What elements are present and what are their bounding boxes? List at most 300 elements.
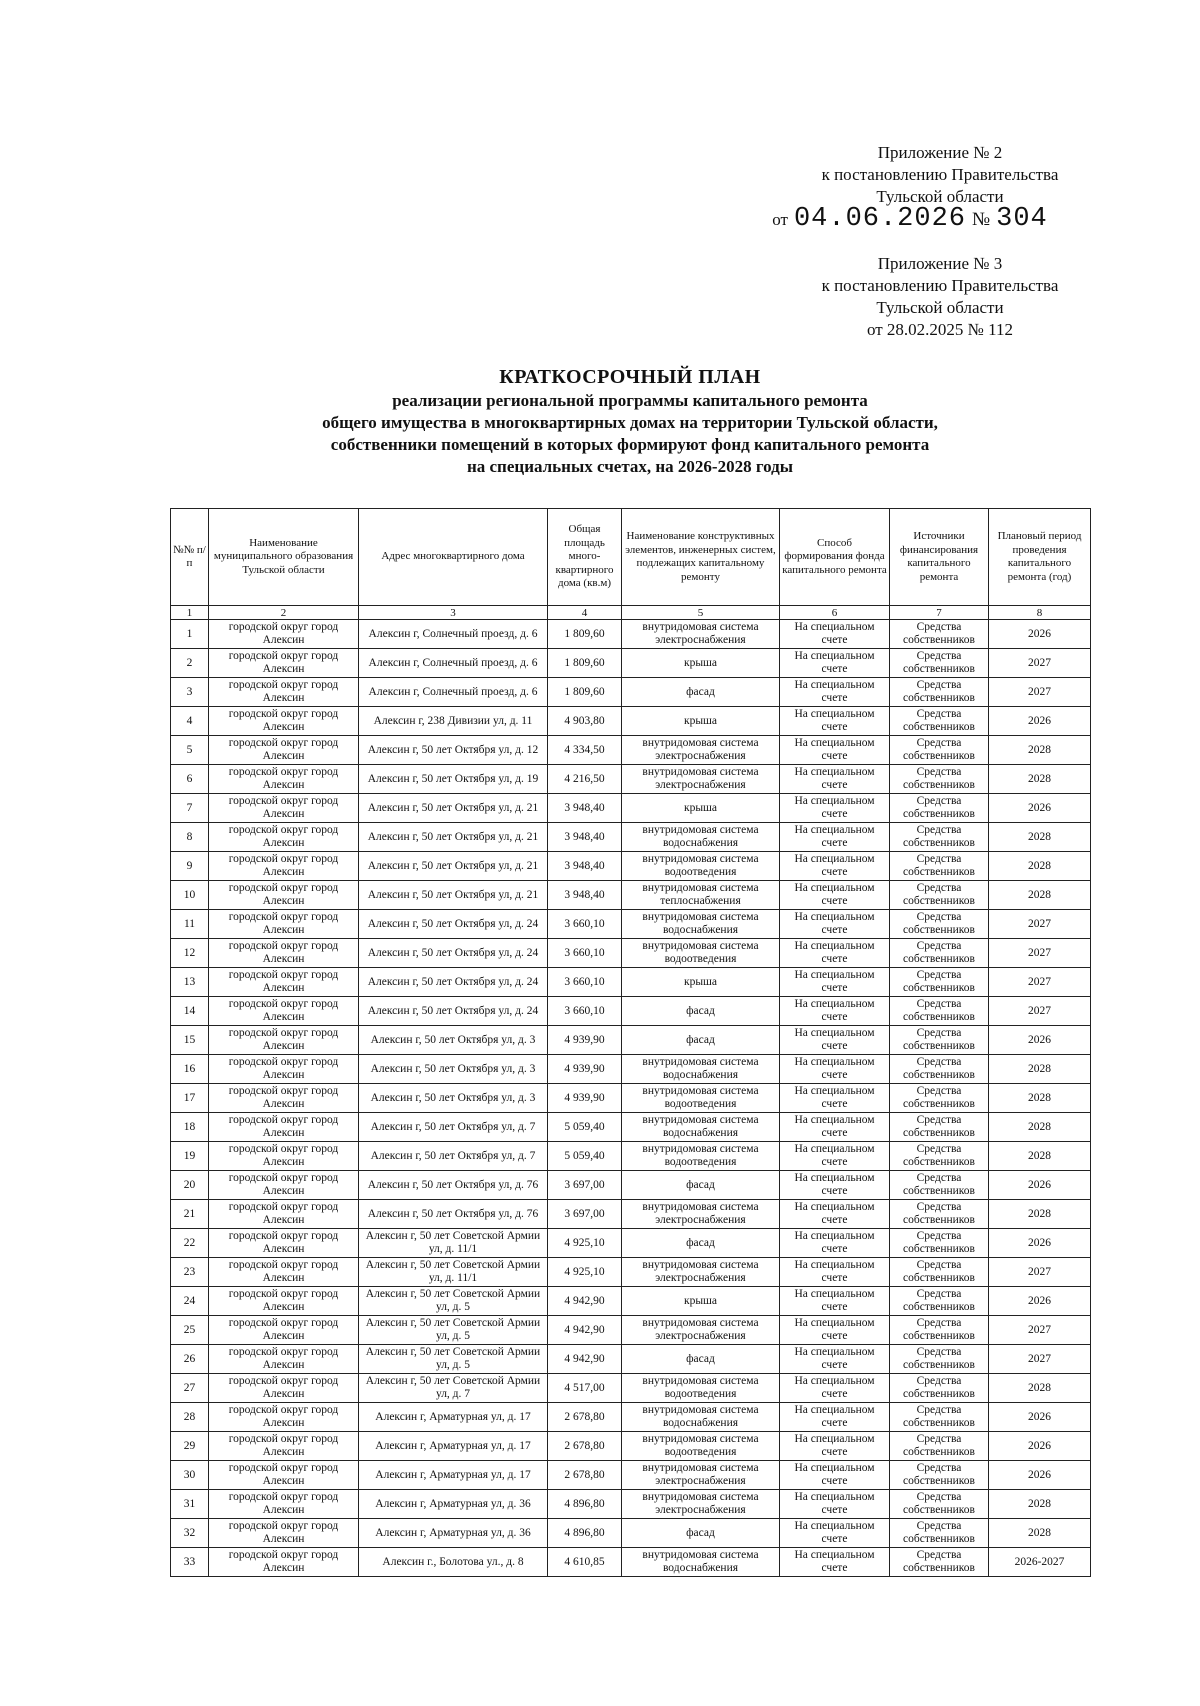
planned-year-cell: 2026 [989,620,1091,649]
element-cell: внутридомовая система водоснабжения [622,910,780,939]
funding-source-cell: Средства собственников [890,968,989,997]
document-subtitle-line-2: общего имущества в многоквартирных домах на территории Тульской области, [322,413,938,432]
municipality-cell: городской округ город Алексин [209,910,359,939]
area-cell: 5 059,40 [548,1113,622,1142]
funding-source-cell: Средства собственников [890,1345,989,1374]
funding-source-cell: Средства собственников [890,794,989,823]
document-subtitle-line-4: на специальных счетах, на 2026-2028 годы [466,457,794,476]
row-number-cell: 8 [171,823,209,852]
area-cell: 3 948,40 [548,852,622,881]
planned-year-cell: 2026 [989,1461,1091,1490]
municipality-cell: городской округ город Алексин [209,1461,359,1490]
row-number-cell: 2 [171,649,209,678]
fund-method-cell: На специальном счете [780,997,890,1026]
address-cell: Алексин г, 50 лет Октября ул, д. 3 [359,1026,548,1055]
element-cell: внутридомовая система электроснабжения [622,1490,780,1519]
municipality-cell: городской округ город Алексин [209,1519,359,1548]
municipality-cell: городской округ город Алексин [209,678,359,707]
header-row-number: №№ п/п [171,509,209,606]
municipality-cell: городской округ город Алексин [209,881,359,910]
row-number-cell: 27 [171,1374,209,1403]
municipality-cell: городской округ город Алексин [209,1403,359,1432]
address-cell: Алексин г, Солнечный проезд, д. 6 [359,649,548,678]
fund-method-cell: На специальном счете [780,968,890,997]
planned-year-cell: 2027 [989,997,1091,1026]
table-row [171,736,1091,765]
header-area: Общая площадь много-квартирного дома (кв.м) [548,509,622,606]
element-cell: крыша [622,1287,780,1316]
address-cell: Алексин г, Солнечный проезд, д. 6 [359,620,548,649]
address-cell: Алексин г, Арматурная ул, д. 17 [359,1432,548,1461]
table-row [171,1258,1091,1287]
municipality-cell: городской округ город Алексин [209,852,359,881]
municipality-cell: городской округ город Алексин [209,823,359,852]
element-cell: фасад [622,1026,780,1055]
table-row [171,997,1091,1026]
municipality-cell: городской округ город Алексин [209,1490,359,1519]
fund-method-cell: На специальном счете [780,1490,890,1519]
area-cell: 2 678,80 [548,1461,622,1490]
element-cell: внутридомовая система электроснабжения [622,620,780,649]
address-cell: Алексин г, 50 лет Октября ул, д. 24 [359,910,548,939]
header-address: Адрес многоквартирного дома [359,509,548,606]
municipality-cell: городской округ город Алексин [209,1026,359,1055]
row-number-cell: 4 [171,707,209,736]
municipality-cell: городской округ город Алексин [209,1345,359,1374]
element-cell: крыша [622,707,780,736]
fund-method-cell: На специальном счете [780,823,890,852]
funding-source-cell: Средства собственников [890,1519,989,1548]
municipality-cell: городской округ город Алексин [209,1548,359,1577]
municipality-cell: городской округ город Алексин [209,1171,359,1200]
element-cell: фасад [622,1519,780,1548]
appendix-3-resolution: к постановлению Правительства [821,276,1059,295]
appendix-2-number: 304 [996,204,1048,234]
fund-method-cell: На специальном счете [780,1113,890,1142]
address-cell: Алексин г, Арматурная ул, д. 17 [359,1461,548,1490]
funding-source-cell: Средства собственников [890,910,989,939]
row-number-cell: 18 [171,1113,209,1142]
area-cell: 3 660,10 [548,997,622,1026]
table-row [171,1490,1091,1519]
area-cell: 2 678,80 [548,1403,622,1432]
fund-method-cell: На специальном счете [780,1055,890,1084]
column-number: 4 [548,606,622,620]
address-cell: Алексин г, 50 лет Октября ул, д. 7 [359,1113,548,1142]
area-cell: 5 059,40 [548,1142,622,1171]
municipality-cell: городской округ город Алексин [209,1316,359,1345]
address-cell: Алексин г, 50 лет Октября ул, д. 24 [359,968,548,997]
fund-method-cell: На специальном счете [780,1084,890,1113]
planned-year-cell: 2027 [989,678,1091,707]
element-cell: внутридомовая система водоснабжения [622,1055,780,1084]
planned-year-cell: 2028 [989,823,1091,852]
element-cell: крыша [622,968,780,997]
row-number-cell: 30 [171,1461,209,1490]
area-cell: 1 809,60 [548,649,622,678]
planned-year-cell: 2026 [989,1229,1091,1258]
address-cell: Алексин г, 50 лет Советской Армии ул, д. 11/1 [359,1258,548,1287]
row-number-cell: 21 [171,1200,209,1229]
element-cell: внутридомовая система водоотведения [622,852,780,881]
row-number-cell: 12 [171,939,209,968]
planned-year-cell: 2028 [989,852,1091,881]
address-cell: Алексин г, 50 лет Советской Армии ул, д. 5 [359,1316,548,1345]
table-row [171,1200,1091,1229]
funding-source-cell: Средства собственников [890,1490,989,1519]
planned-year-cell: 2028 [989,736,1091,765]
area-cell: 4 942,90 [548,1345,622,1374]
address-cell: Алексин г, 50 лет Октября ул, д. 24 [359,939,548,968]
row-number-cell: 14 [171,997,209,1026]
appendix-3-date-number: от 28.02.2025 № 112 [866,320,1014,339]
table-row [171,881,1091,910]
table-row [171,620,1091,649]
fund-method-cell: На специальном счете [780,852,890,881]
address-cell: Алексин г, 50 лет Советской Армии ул, д. 7 [359,1374,548,1403]
appendix-2-date: 04.06.2026 [793,204,966,234]
planned-year-cell: 2028 [989,1200,1091,1229]
planned-year-cell: 2026 [989,1432,1091,1461]
appendix-3-region: Тульской области [876,298,1004,317]
planned-year-cell: 2028 [989,1142,1091,1171]
funding-source-cell: Средства собственников [890,881,989,910]
row-number-cell: 24 [171,1287,209,1316]
fund-method-cell: На специальном счете [780,1345,890,1374]
planned-year-cell: 2027 [989,1258,1091,1287]
planned-year-cell: 2026 [989,1026,1091,1055]
area-cell: 4 216,50 [548,765,622,794]
row-number-cell: 13 [171,968,209,997]
funding-source-cell: Средства собственников [890,852,989,881]
funding-source-cell: Средства собственников [890,765,989,794]
fund-method-cell: На специальном счете [780,1171,890,1200]
element-cell: внутридомовая система водоснабжения [622,1403,780,1432]
appendix-3-block [790,253,1090,341]
header-planned-period: Плановый период проведения капитального ремонта (год) [989,509,1091,606]
planned-year-cell: 2028 [989,765,1091,794]
address-cell: Алексин г, 50 лет Советской Армии ул, д. 5 [359,1345,548,1374]
element-cell: внутридомовая система электроснабжения [622,765,780,794]
planned-year-cell: 2028 [989,1490,1091,1519]
funding-source-cell: Средства собственников [890,939,989,968]
funding-source-cell: Средства собственников [890,1142,989,1171]
table-row [171,1113,1091,1142]
area-cell: 4 896,80 [548,1490,622,1519]
element-cell: внутридомовая система водоотведения [622,1142,780,1171]
address-cell: Алексин г, 50 лет Октября ул, д. 21 [359,823,548,852]
table-row [171,707,1091,736]
row-number-cell: 33 [171,1548,209,1577]
element-cell: фасад [622,678,780,707]
appendix-2-date-line [760,204,1060,234]
planned-year-cell: 2027 [989,910,1091,939]
municipality-cell: городской округ город Алексин [209,736,359,765]
municipality-cell: городской округ город Алексин [209,1258,359,1287]
table-row [171,1548,1091,1577]
fund-method-cell: На специальном счете [780,620,890,649]
element-cell: внутридомовая система водоснабжения [622,1548,780,1577]
element-cell: крыша [622,794,780,823]
column-number: 1 [171,606,209,620]
planned-year-cell: 2026 [989,707,1091,736]
funding-source-cell: Средства собственников [890,1403,989,1432]
funding-source-cell: Средства собственников [890,1287,989,1316]
element-cell: внутридомовая система теплоснабжения [622,881,780,910]
table-row [171,1084,1091,1113]
address-cell: Алексин г, 50 лет Советской Армии ул, д. 11/1 [359,1229,548,1258]
municipality-cell: городской округ город Алексин [209,1374,359,1403]
element-cell: внутридомовая система электроснабжения [622,1200,780,1229]
area-cell: 4 896,80 [548,1519,622,1548]
address-cell: Алексин г., Болотова ул., д. 8 [359,1548,548,1577]
address-cell: Алексин г, 50 лет Октября ул, д. 21 [359,794,548,823]
table-row [171,1055,1091,1084]
row-number-cell: 10 [171,881,209,910]
row-number-cell: 22 [171,1229,209,1258]
fund-method-cell: На специальном счете [780,649,890,678]
header-municipality: Наименование муниципального образования Тульской области [209,509,359,606]
document-subtitle-line-1: реализации региональной программы капитального ремонта [392,391,868,410]
planned-year-cell: 2028 [989,881,1091,910]
column-number: 8 [989,606,1091,620]
planned-year-cell: 2028 [989,1113,1091,1142]
document-title: КРАТКОСРОЧНЫЙ ПЛАН [499,366,761,388]
header-elements: Наименование конструктивных элементов, инженерных систем, подлежащих капитальному ремонту [622,509,780,606]
element-cell: внутридомовая система водоотведения [622,939,780,968]
header-funding-source: Источники финансирования капитального ремонта [890,509,989,606]
fund-method-cell: На специальном счете [780,1548,890,1577]
planned-year-cell: 2028 [989,1374,1091,1403]
address-cell: Алексин г, Арматурная ул, д. 36 [359,1519,548,1548]
table-row [171,1345,1091,1374]
planned-year-cell: 2028 [989,1084,1091,1113]
address-cell: Алексин г, 50 лет Октября ул, д. 7 [359,1142,548,1171]
row-number-cell: 26 [171,1345,209,1374]
fund-method-cell: На специальном счете [780,1403,890,1432]
repair-plan-table [170,508,1091,1577]
appendix-3-title: Приложение № 3 [877,254,1003,273]
planned-year-cell: 2027 [989,649,1091,678]
fund-method-cell: На специальном счете [780,1026,890,1055]
area-cell: 1 809,60 [548,678,622,707]
funding-source-cell: Средства собственников [890,1084,989,1113]
funding-source-cell: Средства собственников [890,1113,989,1142]
area-cell: 4 517,00 [548,1374,622,1403]
appendix-2-ot: от [772,210,788,229]
fund-method-cell: На специальном счете [780,1316,890,1345]
address-cell: Алексин г, 238 Дивизии ул, д. 11 [359,707,548,736]
element-cell: внутридомовая система электроснабжения [622,736,780,765]
element-cell: внутридомовая система водоснабжения [622,823,780,852]
header-fund-method: Способ формирования фонда капитального ремонта [780,509,890,606]
row-number-cell: 28 [171,1403,209,1432]
row-number-cell: 7 [171,794,209,823]
fund-method-cell: На специальном счете [780,1200,890,1229]
fund-method-cell: На специальном счете [780,881,890,910]
municipality-cell: городской округ город Алексин [209,765,359,794]
address-cell: Алексин г, Арматурная ул, д. 17 [359,1403,548,1432]
table-row [171,1229,1091,1258]
address-cell: Алексин г, 50 лет Октября ул, д. 3 [359,1084,548,1113]
table-row [171,823,1091,852]
row-number-cell: 19 [171,1142,209,1171]
fund-method-cell: На специальном счете [780,1258,890,1287]
element-cell: фасад [622,1171,780,1200]
funding-source-cell: Средства собственников [890,1548,989,1577]
planned-year-cell: 2026 [989,794,1091,823]
row-number-cell: 29 [171,1432,209,1461]
planned-year-cell: 2026 [989,1287,1091,1316]
column-number: 2 [209,606,359,620]
funding-source-cell: Средства собственников [890,997,989,1026]
address-cell: Алексин г, 50 лет Октября ул, д. 76 [359,1200,548,1229]
address-cell: Алексин г, 50 лет Октября ул, д. 21 [359,881,548,910]
area-cell: 1 809,60 [548,620,622,649]
appendix-2-title: Приложение № 2 [877,143,1003,162]
funding-source-cell: Средства собственников [890,1171,989,1200]
funding-source-cell: Средства собственников [890,1200,989,1229]
element-cell: фасад [622,1229,780,1258]
area-cell: 3 660,10 [548,939,622,968]
planned-year-cell: 2027 [989,939,1091,968]
area-cell: 3 948,40 [548,823,622,852]
funding-source-cell: Средства собственников [890,1026,989,1055]
address-cell: Алексин г, 50 лет Октября ул, д. 76 [359,1171,548,1200]
funding-source-cell: Средства собственников [890,823,989,852]
fund-method-cell: На специальном счете [780,910,890,939]
document-subtitle-line-3: собственники помещений в которых формируют фонд капитального ремонта [330,435,930,454]
area-cell: 4 939,90 [548,1084,622,1113]
municipality-cell: городской округ город Алексин [209,1287,359,1316]
address-cell: Алексин г, 50 лет Октября ул, д. 24 [359,997,548,1026]
table-row [171,968,1091,997]
funding-source-cell: Средства собственников [890,1374,989,1403]
planned-year-cell: 2027 [989,968,1091,997]
appendix-2-resolution: к постановлению Правительства [821,165,1059,184]
area-cell: 3 660,10 [548,968,622,997]
address-cell: Алексин г, Солнечный проезд, д. 6 [359,678,548,707]
area-cell: 4 939,90 [548,1055,622,1084]
table-header-row [171,509,1091,606]
fund-method-cell: На специальном счете [780,678,890,707]
row-number-cell: 3 [171,678,209,707]
table-row [171,1171,1091,1200]
area-cell: 3 948,40 [548,794,622,823]
table-row [171,1026,1091,1055]
area-cell: 4 334,50 [548,736,622,765]
funding-source-cell: Средства собственников [890,649,989,678]
address-cell: Алексин г, 50 лет Октября ул, д. 3 [359,1055,548,1084]
row-number-cell: 5 [171,736,209,765]
document-title-block [170,364,1090,478]
appendix-2-block [772,142,1090,234]
municipality-cell: городской округ город Алексин [209,620,359,649]
column-number: 7 [890,606,989,620]
fund-method-cell: На специальном счете [780,1287,890,1316]
element-cell: внутридомовая система водоотведения [622,1432,780,1461]
area-cell: 4 610,85 [548,1548,622,1577]
element-cell: крыша [622,649,780,678]
funding-source-cell: Средства собственников [890,1432,989,1461]
municipality-cell: городской округ город Алексин [209,1229,359,1258]
table-row [171,1142,1091,1171]
row-number-cell: 11 [171,910,209,939]
element-cell: фасад [622,1345,780,1374]
address-cell: Алексин г, Арматурная ул, д. 36 [359,1490,548,1519]
funding-source-cell: Средства собственников [890,620,989,649]
municipality-cell: городской округ город Алексин [209,939,359,968]
municipality-cell: городской округ город Алексин [209,1055,359,1084]
table-row [171,1374,1091,1403]
address-cell: Алексин г, 50 лет Октября ул, д. 12 [359,736,548,765]
fund-method-cell: На специальном счете [780,939,890,968]
fund-method-cell: На специальном счете [780,736,890,765]
row-number-cell: 23 [171,1258,209,1287]
column-number-row [171,606,1091,620]
municipality-cell: городской округ город Алексин [209,707,359,736]
fund-method-cell: На специальном счете [780,794,890,823]
table-row [171,1403,1091,1432]
element-cell: внутридомовая система водоотведения [622,1374,780,1403]
row-number-cell: 25 [171,1316,209,1345]
appendix-2-region: Тульской области [876,187,1004,206]
table-row [171,1316,1091,1345]
municipality-cell: городской округ город Алексин [209,1200,359,1229]
fund-method-cell: На специальном счете [780,1374,890,1403]
row-number-cell: 16 [171,1055,209,1084]
table-row [171,939,1091,968]
municipality-cell: городской округ город Алексин [209,1142,359,1171]
planned-year-cell: 2028 [989,1519,1091,1548]
planned-year-cell: 2026 [989,1171,1091,1200]
area-cell: 2 678,80 [548,1432,622,1461]
address-cell: Алексин г, 50 лет Октября ул, д. 19 [359,765,548,794]
planned-year-cell: 2027 [989,1316,1091,1345]
fund-method-cell: На специальном счете [780,707,890,736]
column-number: 3 [359,606,548,620]
row-number-cell: 9 [171,852,209,881]
row-number-cell: 32 [171,1519,209,1548]
municipality-cell: городской округ город Алексин [209,1084,359,1113]
municipality-cell: городской округ город Алексин [209,997,359,1026]
funding-source-cell: Средства собственников [890,1229,989,1258]
row-number-cell: 15 [171,1026,209,1055]
fund-method-cell: На специальном счете [780,1519,890,1548]
row-number-cell: 1 [171,620,209,649]
area-cell: 4 903,80 [548,707,622,736]
planned-year-cell: 2028 [989,1055,1091,1084]
table-row [171,765,1091,794]
area-cell: 4 942,90 [548,1287,622,1316]
table-row [171,678,1091,707]
area-cell: 4 939,90 [548,1026,622,1055]
area-cell: 4 925,10 [548,1229,622,1258]
table-row [171,1519,1091,1548]
table-row [171,910,1091,939]
appendix-2-number-sign: № [972,209,991,230]
area-cell: 4 942,90 [548,1316,622,1345]
planned-year-cell: 2027 [989,1345,1091,1374]
table-row [171,1432,1091,1461]
element-cell: внутридомовая система электроснабжения [622,1258,780,1287]
funding-source-cell: Средства собственников [890,1055,989,1084]
address-cell: Алексин г, 50 лет Октября ул, д. 21 [359,852,548,881]
funding-source-cell: Средства собственников [890,678,989,707]
municipality-cell: городской округ город Алексин [209,649,359,678]
municipality-cell: городской округ город Алексин [209,1432,359,1461]
funding-source-cell: Средства собственников [890,1258,989,1287]
